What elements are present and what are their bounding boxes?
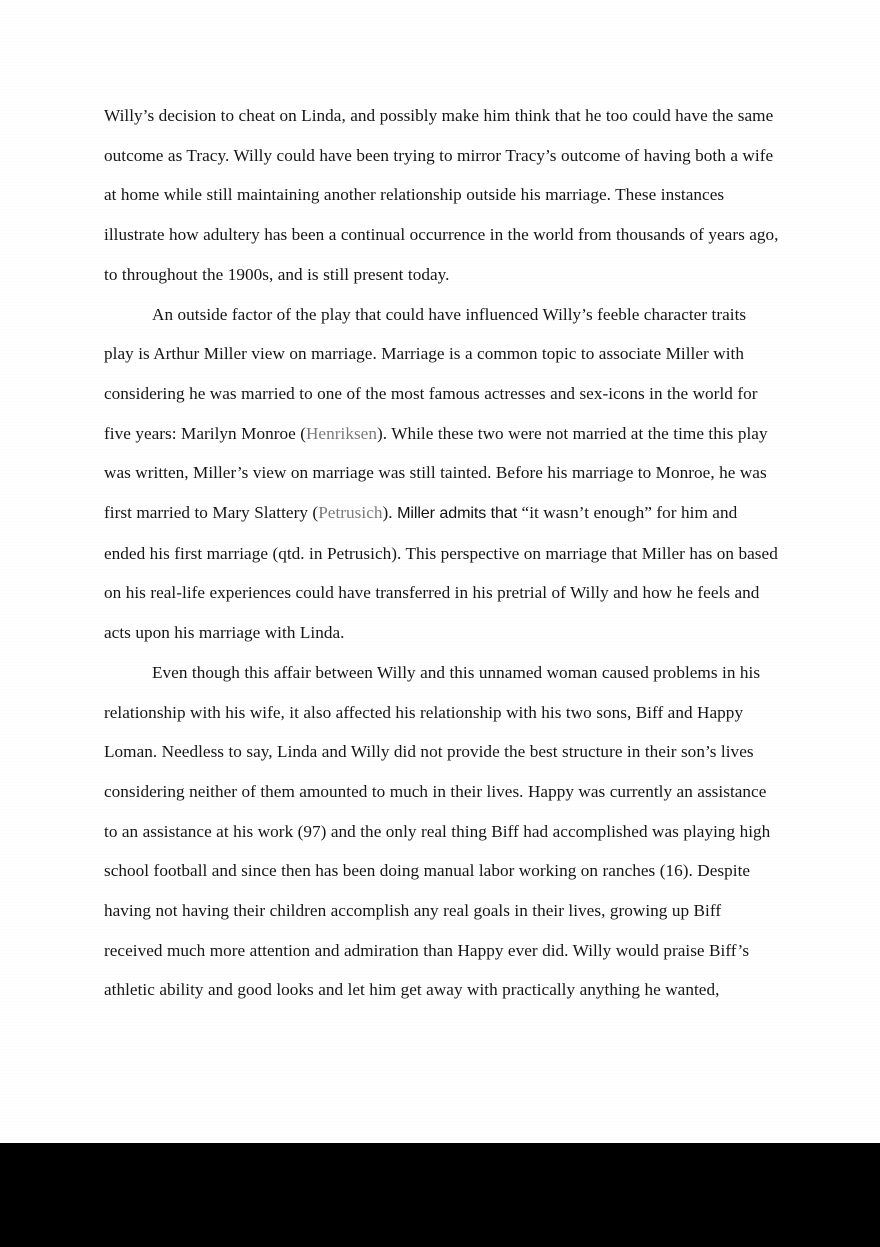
sans-serif-inline-run: Miller admits that xyxy=(397,504,518,523)
text-run: ). xyxy=(382,503,398,523)
bottom-black-bar xyxy=(0,1143,880,1247)
text-run: Willy’s decision to cheat on Linda, and possibly make him think that he too could have the same outcome as Tracy. Willy could have been trying to mirror Tracy’s outcome of having both a wife at home while still maintaining another relationship outside his marriage. These instances illustrate how adultery has been a continual occurrence in the world from thousands of years ago, to throughout the 1900s, and is still present today. xyxy=(104,106,779,284)
text-run: An outside factor of the play that could have influenced Willy’s feeble character traits play is Arthur Miller view on marriage. Marriage is a common topic to associate Miller with considering he was married to one of the most famous actresses and sex-icons in the world for five years: Marilyn Monroe ( xyxy=(104,304,758,443)
essay-paragraph xyxy=(104,653,780,1010)
text-run: Even though this affair between Willy and this unnamed woman caused problems in his relationship with his wife, it also affected his relationship with his two sons, Biff and Happy Loman. Needless to say, Linda and Willy did not provide the best structure in their son’s lives considering neither of them amounted to much in their lives. Happy was currently an assistance to an assistance at his work (97) and the only real thing Biff had accomplished was playing high school football and since then has been doing manual labor working on ranches (16). Despite having not having their children accomplish any real goals in their lives, growing up Biff received much more attention and admiration than Happy ever did. Willy would praise Biff’s athletic ability and good looks and let him get away with practically anything he wanted, xyxy=(104,662,771,1000)
text-run: “it wasn’t enough” for him and ended his first marriage (qtd. in Petrusich). This perspective on marriage that Miller has on based on his real-life experiences could have transferred in his pretrial of Willy and how he feels and acts upon his marriage with Linda. xyxy=(104,503,778,643)
essay-paragraph xyxy=(104,96,780,295)
text-run: ). While these two were not married at the time this play was written, Miller’s view on marriage was still tainted. Before his marriage to Monroe, he was first married to Mary Slattery ( xyxy=(104,423,768,523)
essay-paragraph xyxy=(104,295,780,653)
citation-name: Henriksen xyxy=(305,423,377,443)
citation-name: Petrusich xyxy=(318,503,383,523)
essay-text-body xyxy=(104,96,780,1010)
